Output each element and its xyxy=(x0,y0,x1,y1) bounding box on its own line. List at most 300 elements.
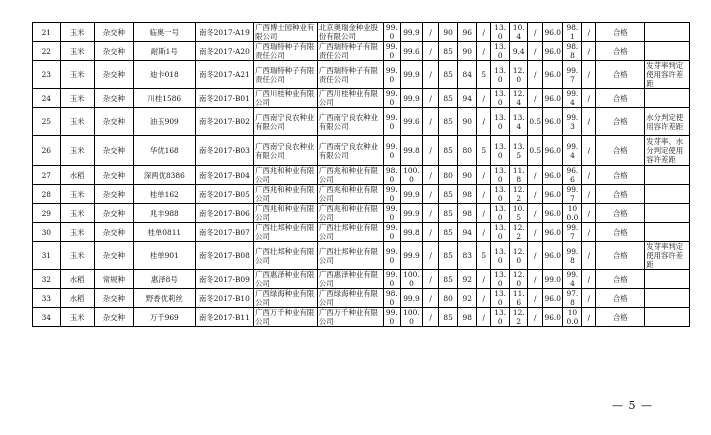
result-cell: 合格 xyxy=(596,108,645,136)
result-cell: 合格 xyxy=(596,42,645,61)
germination-standard-cell: 80 xyxy=(439,166,458,185)
row-number: 31 xyxy=(33,242,61,270)
variety-name-cell: 万千969 xyxy=(133,308,195,327)
germination-standard-cell: 85 xyxy=(439,185,458,204)
note-cell xyxy=(645,23,690,42)
moisture-tolerance-cell: / xyxy=(528,308,543,327)
row-number: 22 xyxy=(33,42,61,61)
purity-standard-cell: 99.0 xyxy=(383,23,400,42)
purity-tolerance-cell: / xyxy=(423,136,439,166)
cleanliness-value-cell: 99.4 xyxy=(563,270,582,289)
moisture-value-cell: 12.2 xyxy=(510,308,528,327)
row-number: 33 xyxy=(33,289,61,308)
sample-code-cell: 南冬2017-B07 xyxy=(195,223,253,242)
cleanliness-standard-cell: 96.0 xyxy=(543,204,563,223)
cleanliness-standard-cell: 96.0 xyxy=(543,61,563,89)
purity-value-cell: 99.9 xyxy=(400,61,422,89)
germination-tolerance-cell: / xyxy=(477,108,491,136)
producer-cell: 广西博士园种业有限公司 xyxy=(254,23,318,42)
moisture-value-cell: 12.2 xyxy=(510,223,528,242)
germination-tolerance-cell: / xyxy=(477,223,491,242)
crop-cell: 玉米 xyxy=(60,23,94,42)
moisture-value-cell: 12.0 xyxy=(510,61,528,89)
germination-tolerance-cell: / xyxy=(477,89,491,108)
result-cell: 合格 xyxy=(596,289,645,308)
result-cell: 合格 xyxy=(596,242,645,270)
cleanliness-standard-cell: 96.0 xyxy=(543,136,563,166)
variety-type-cell: 杂交种 xyxy=(94,136,133,166)
germination-value-cell: 96 xyxy=(458,23,477,42)
result-cell: 合格 xyxy=(596,166,645,185)
moisture-standard-cell: 13.0 xyxy=(491,242,510,270)
germination-value-cell: 98 xyxy=(458,204,477,223)
sample-code-cell: 南冬2017-B04 xyxy=(195,166,253,185)
inspection-table xyxy=(32,22,690,327)
moisture-standard-cell: 13.0 xyxy=(491,185,510,204)
note-cell: 水分判定使用容许差距 xyxy=(645,108,690,136)
moisture-value-cell: 12.2 xyxy=(510,185,528,204)
purity-tolerance-cell: / xyxy=(423,204,439,223)
supplier-cell: 广西壮邦种业有限公司 xyxy=(317,242,383,270)
purity-tolerance-cell: / xyxy=(423,223,439,242)
purity-tolerance-cell: / xyxy=(423,270,439,289)
germination-standard-cell: 90 xyxy=(439,23,458,42)
moisture-value-cell: 10.4 xyxy=(510,23,528,42)
table-row xyxy=(33,185,690,204)
crop-cell: 水稻 xyxy=(60,289,94,308)
table-row xyxy=(33,270,690,289)
producer-cell: 广西壮邦种业有限公司 xyxy=(254,242,318,270)
variety-type-cell: 杂交种 xyxy=(94,242,133,270)
supplier-cell: 广西瑞特种子有限责任公司 xyxy=(317,42,383,61)
producer-cell: 广西兆和种业有限公司 xyxy=(254,166,318,185)
germination-value-cell: 80 xyxy=(458,136,477,166)
purity-standard-cell: 99.0 xyxy=(383,242,400,270)
supplier-cell: 广西万千种业有限公司 xyxy=(317,308,383,327)
note-cell: 发芽率、水分判定使用容许差距 xyxy=(645,136,690,166)
purity-value-cell: 99.9 xyxy=(400,89,422,108)
supplier-cell: 广西南宁良农种业有限公司 xyxy=(317,136,383,166)
purity-value-cell: 99.9 xyxy=(400,242,422,270)
producer-cell: 广西南宁良农种业有限公司 xyxy=(254,108,318,136)
cleanliness-tolerance-cell: / xyxy=(582,136,596,166)
cleanliness-tolerance-cell: / xyxy=(582,89,596,108)
moisture-tolerance-cell: / xyxy=(528,223,543,242)
variety-name-cell: 桂单901 xyxy=(133,242,195,270)
cleanliness-standard-cell: 96.0 xyxy=(543,89,563,108)
moisture-tolerance-cell: / xyxy=(528,23,543,42)
germination-standard-cell: 85 xyxy=(439,136,458,166)
sample-code-cell: 南冬2017-B01 xyxy=(195,89,253,108)
moisture-standard-cell: 13.0 xyxy=(491,223,510,242)
cleanliness-value-cell: 100.0 xyxy=(563,204,582,223)
germination-value-cell: 90 xyxy=(458,166,477,185)
moisture-tolerance-cell: / xyxy=(528,185,543,204)
cleanliness-tolerance-cell: / xyxy=(582,223,596,242)
germination-tolerance-cell: / xyxy=(477,308,491,327)
germination-standard-cell: 85 xyxy=(439,223,458,242)
table-row xyxy=(33,242,690,270)
result-cell: 合格 xyxy=(596,308,645,327)
cleanliness-tolerance-cell: / xyxy=(582,61,596,89)
purity-tolerance-cell: / xyxy=(423,166,439,185)
germination-standard-cell: 85 xyxy=(439,242,458,270)
moisture-standard-cell: 13.0 xyxy=(491,166,510,185)
crop-cell: 玉米 xyxy=(60,61,94,89)
cleanliness-value-cell: 100.0 xyxy=(563,308,582,327)
cleanliness-value-cell: 99.7 xyxy=(563,61,582,89)
supplier-cell: 广西兆和种业有限公司 xyxy=(317,185,383,204)
germination-tolerance-cell: / xyxy=(477,42,491,61)
purity-tolerance-cell: / xyxy=(423,23,439,42)
result-cell: 合格 xyxy=(596,204,645,223)
row-number: 24 xyxy=(33,89,61,108)
variety-type-cell: 杂交种 xyxy=(94,289,133,308)
germination-value-cell: 92 xyxy=(458,289,477,308)
table-row xyxy=(33,289,690,308)
result-cell: 合格 xyxy=(596,61,645,89)
cleanliness-standard-cell: 96.0 xyxy=(543,289,563,308)
crop-cell: 玉米 xyxy=(60,242,94,270)
germination-standard-cell: 85 xyxy=(439,270,458,289)
producer-cell: 广西壮邦种业有限公司 xyxy=(254,223,318,242)
sample-code-cell: 南冬2017-A19 xyxy=(195,23,253,42)
note-cell xyxy=(645,289,690,308)
cleanliness-value-cell: 99.4 xyxy=(563,89,582,108)
sample-code-cell: 南冬2017-B10 xyxy=(195,289,253,308)
moisture-tolerance-cell: / xyxy=(528,61,543,89)
germination-value-cell: 90 xyxy=(458,42,477,61)
germination-tolerance-cell: / xyxy=(477,204,491,223)
variety-name-cell: 川桂1586 xyxy=(133,89,195,108)
moisture-value-cell: 13.5 xyxy=(510,136,528,166)
cleanliness-tolerance-cell: / xyxy=(582,204,596,223)
variety-type-cell: 杂交种 xyxy=(94,308,133,327)
producer-cell: 广西瑞特种子有限责任公司 xyxy=(254,42,318,61)
cleanliness-value-cell: 99.7 xyxy=(563,185,582,204)
cleanliness-tolerance-cell: / xyxy=(582,242,596,270)
note-cell: 发芽率判定使用容许差距 xyxy=(645,242,690,270)
variety-name-cell: 桂单0811 xyxy=(133,223,195,242)
producer-cell: 广西兆和种业有限公司 xyxy=(254,204,318,223)
producer-cell: 广西惠泽种业有限公司 xyxy=(254,270,318,289)
crop-cell: 玉米 xyxy=(60,308,94,327)
variety-name-cell: 耐斯1号 xyxy=(133,42,195,61)
table-row xyxy=(33,89,690,108)
cleanliness-value-cell: 99.8 xyxy=(563,242,582,270)
supplier-cell: 北京奥瑞金种业股份有限公司 xyxy=(317,23,383,42)
variety-type-cell: 常规种 xyxy=(94,270,133,289)
germination-tolerance-cell: / xyxy=(477,23,491,42)
note-cell xyxy=(645,89,690,108)
table-row xyxy=(33,223,690,242)
moisture-standard-cell: 13.0 xyxy=(491,61,510,89)
supplier-cell: 广西壮邦种业有限公司 xyxy=(317,223,383,242)
supplier-cell: 广西瑞特种子有限责任公司 xyxy=(317,61,383,89)
result-cell: 合格 xyxy=(596,270,645,289)
purity-tolerance-cell: / xyxy=(423,242,439,270)
sample-code-cell: 南冬2017-A21 xyxy=(195,61,253,89)
germination-standard-cell: 85 xyxy=(439,89,458,108)
cleanliness-standard-cell: 96.0 xyxy=(543,42,563,61)
variety-name-cell: 油玉909 xyxy=(133,108,195,136)
variety-type-cell: 杂交种 xyxy=(94,204,133,223)
variety-type-cell: 杂交种 xyxy=(94,89,133,108)
purity-value-cell: 99.9 xyxy=(400,204,422,223)
purity-standard-cell: 99.0 xyxy=(383,61,400,89)
moisture-standard-cell: 13.0 xyxy=(491,289,510,308)
germination-standard-cell: 85 xyxy=(439,204,458,223)
crop-cell: 玉米 xyxy=(60,204,94,223)
cleanliness-value-cell: 98.1 xyxy=(563,23,582,42)
purity-standard-cell: 99.0 xyxy=(383,108,400,136)
moisture-standard-cell: 13.0 xyxy=(491,136,510,166)
moisture-tolerance-cell: / xyxy=(528,289,543,308)
sample-code-cell: 南冬2017-A20 xyxy=(195,42,253,61)
cleanliness-standard-cell: 96.0 xyxy=(543,108,563,136)
supplier-cell: 广西惠泽种业有限公司 xyxy=(317,270,383,289)
producer-cell: 广西川桂种业有限公司 xyxy=(254,89,318,108)
cleanliness-standard-cell: 96.0 xyxy=(543,242,563,270)
purity-tolerance-cell: / xyxy=(423,108,439,136)
supplier-cell: 广西兆和种业有限公司 xyxy=(317,204,383,223)
germination-value-cell: 98 xyxy=(458,308,477,327)
supplier-cell: 广西绿海种业有限公司 xyxy=(317,289,383,308)
variety-type-cell: 杂交种 xyxy=(94,108,133,136)
row-number: 21 xyxy=(33,23,61,42)
crop-cell: 玉米 xyxy=(60,136,94,166)
cleanliness-tolerance-cell: / xyxy=(582,42,596,61)
germination-tolerance-cell: 5 xyxy=(477,136,491,166)
germination-tolerance-cell: / xyxy=(477,185,491,204)
purity-tolerance-cell: / xyxy=(423,289,439,308)
variety-name-cell: 迪卡018 xyxy=(133,61,195,89)
purity-value-cell: 100.0 xyxy=(400,270,422,289)
cleanliness-value-cell: 98.8 xyxy=(563,42,582,61)
germination-standard-cell: 80 xyxy=(439,289,458,308)
germination-tolerance-cell: / xyxy=(477,166,491,185)
purity-standard-cell: 98.0 xyxy=(383,166,400,185)
cleanliness-value-cell: 99.7 xyxy=(563,223,582,242)
moisture-value-cell: 12.0 xyxy=(510,242,528,270)
moisture-tolerance-cell: / xyxy=(528,270,543,289)
purity-standard-cell: 99.0 xyxy=(383,42,400,61)
crop-cell: 水稻 xyxy=(60,270,94,289)
purity-standard-cell: 99.0 xyxy=(383,185,400,204)
note-cell xyxy=(645,270,690,289)
note-cell xyxy=(645,308,690,327)
moisture-value-cell: 10.5 xyxy=(510,204,528,223)
purity-value-cell: 99.9 xyxy=(400,185,422,204)
sample-code-cell: 南冬2017-B08 xyxy=(195,242,253,270)
producer-cell: 广西万千种业有限公司 xyxy=(254,308,318,327)
row-number: 32 xyxy=(33,270,61,289)
supplier-cell: 广西川桂种业有限公司 xyxy=(317,89,383,108)
variety-type-cell: 杂交种 xyxy=(94,42,133,61)
row-number: 29 xyxy=(33,204,61,223)
supplier-cell: 广西南宁良农种业有限公司 xyxy=(317,108,383,136)
cleanliness-tolerance-cell: / xyxy=(582,270,596,289)
cleanliness-tolerance-cell: / xyxy=(582,289,596,308)
cleanliness-standard-cell: 96.0 xyxy=(543,308,563,327)
moisture-standard-cell: 13.0 xyxy=(491,23,510,42)
moisture-tolerance-cell: 0.5 xyxy=(528,108,543,136)
purity-standard-cell: 99.0 xyxy=(383,223,400,242)
germination-value-cell: 94 xyxy=(458,223,477,242)
table-row xyxy=(33,308,690,327)
table-row xyxy=(33,136,690,166)
germination-value-cell: 84 xyxy=(458,61,477,89)
crop-cell: 玉米 xyxy=(60,42,94,61)
crop-cell: 水稻 xyxy=(60,166,94,185)
moisture-tolerance-cell: / xyxy=(528,204,543,223)
germination-tolerance-cell: 5 xyxy=(477,61,491,89)
purity-standard-cell: 99.0 xyxy=(383,89,400,108)
note-cell xyxy=(645,185,690,204)
sample-code-cell: 南冬2017-B03 xyxy=(195,136,253,166)
variety-name-cell: 兆丰988 xyxy=(133,204,195,223)
purity-value-cell: 99.8 xyxy=(400,223,422,242)
purity-value-cell: 100.0 xyxy=(400,166,422,185)
moisture-tolerance-cell: / xyxy=(528,166,543,185)
sample-code-cell: 南冬2017-B11 xyxy=(195,308,253,327)
cleanliness-value-cell: 96.6 xyxy=(563,166,582,185)
germination-value-cell: 83 xyxy=(458,242,477,270)
purity-standard-cell: 98.0 xyxy=(383,289,400,308)
variety-type-cell: 杂交种 xyxy=(94,166,133,185)
germination-standard-cell: 85 xyxy=(439,308,458,327)
moisture-tolerance-cell: 0.5 xyxy=(528,136,543,166)
purity-value-cell: 99.9 xyxy=(400,23,422,42)
note-cell xyxy=(645,42,690,61)
variety-name-cell: 华优168 xyxy=(133,136,195,166)
variety-type-cell: 杂交种 xyxy=(94,61,133,89)
row-number: 28 xyxy=(33,185,61,204)
germination-tolerance-cell: / xyxy=(477,289,491,308)
supplier-cell: 广西兆和种业有限公司 xyxy=(317,166,383,185)
cleanliness-tolerance-cell: / xyxy=(582,23,596,42)
moisture-standard-cell: 13.0 xyxy=(491,108,510,136)
purity-value-cell: 100.0 xyxy=(400,308,422,327)
purity-tolerance-cell: / xyxy=(423,308,439,327)
cleanliness-tolerance-cell: / xyxy=(582,185,596,204)
moisture-standard-cell: 13.0 xyxy=(491,308,510,327)
purity-value-cell: 99.6 xyxy=(400,42,422,61)
cleanliness-standard-cell: 99.0 xyxy=(543,270,563,289)
note-cell: 发芽率判定使用容许差距 xyxy=(645,61,690,89)
producer-cell: 广西南宁良农种业有限公司 xyxy=(254,136,318,166)
sample-code-cell: 南冬2017-B06 xyxy=(195,204,253,223)
germination-standard-cell: 85 xyxy=(439,42,458,61)
purity-tolerance-cell: / xyxy=(423,42,439,61)
moisture-standard-cell: 13.0 xyxy=(491,89,510,108)
sample-code-cell: 南冬2017-B05 xyxy=(195,185,253,204)
purity-tolerance-cell: / xyxy=(423,185,439,204)
variety-type-cell: 杂交种 xyxy=(94,185,133,204)
result-cell: 合格 xyxy=(596,23,645,42)
moisture-tolerance-cell: / xyxy=(528,42,543,61)
row-number: 27 xyxy=(33,166,61,185)
row-number: 30 xyxy=(33,223,61,242)
variety-name-cell: 野香优莉丝 xyxy=(133,289,195,308)
germination-standard-cell: 85 xyxy=(439,61,458,89)
table-row xyxy=(33,23,690,42)
variety-name-cell: 临奥一号 xyxy=(133,23,195,42)
note-cell xyxy=(645,166,690,185)
germination-value-cell: 94 xyxy=(458,89,477,108)
moisture-standard-cell: 13.0 xyxy=(491,42,510,61)
germination-value-cell: 90 xyxy=(458,108,477,136)
producer-cell: 广西瑞特种子有限责任公司 xyxy=(254,61,318,89)
moisture-value-cell: 12.4 xyxy=(510,89,528,108)
purity-standard-cell: 99.0 xyxy=(383,136,400,166)
purity-value-cell: 99.9 xyxy=(400,289,422,308)
row-number: 25 xyxy=(33,108,61,136)
moisture-tolerance-cell: / xyxy=(528,242,543,270)
purity-value-cell: 99.8 xyxy=(400,136,422,166)
moisture-value-cell: 11.6 xyxy=(510,289,528,308)
note-cell xyxy=(645,204,690,223)
table-row xyxy=(33,166,690,185)
moisture-value-cell: 12.0 xyxy=(510,270,528,289)
purity-value-cell: 99.6 xyxy=(400,108,422,136)
result-cell: 合格 xyxy=(596,185,645,204)
cleanliness-standard-cell: 96.0 xyxy=(543,23,563,42)
germination-value-cell: 92 xyxy=(458,270,477,289)
table-row xyxy=(33,61,690,89)
result-cell: 合格 xyxy=(596,89,645,108)
page-number: — 5 — xyxy=(612,399,653,412)
sample-code-cell: 南冬2017-B09 xyxy=(195,270,253,289)
moisture-standard-cell: 13.0 xyxy=(491,270,510,289)
producer-cell: 广西兆和种业有限公司 xyxy=(254,185,318,204)
result-cell: 合格 xyxy=(596,136,645,166)
result-cell: 合格 xyxy=(596,223,645,242)
cleanliness-tolerance-cell: / xyxy=(582,108,596,136)
purity-standard-cell: 99.0 xyxy=(383,308,400,327)
purity-standard-cell: 99.0 xyxy=(383,270,400,289)
row-number: 23 xyxy=(33,61,61,89)
germination-tolerance-cell: / xyxy=(477,270,491,289)
moisture-value-cell: 13.4 xyxy=(510,108,528,136)
variety-name-cell: 桂单162 xyxy=(133,185,195,204)
cleanliness-tolerance-cell: / xyxy=(582,166,596,185)
variety-type-cell: 杂交种 xyxy=(94,23,133,42)
germination-value-cell: 98 xyxy=(458,185,477,204)
cleanliness-value-cell: 99.3 xyxy=(563,108,582,136)
crop-cell: 玉米 xyxy=(60,223,94,242)
cleanliness-value-cell: 97.8 xyxy=(563,289,582,308)
sample-code-cell: 南冬2017-B02 xyxy=(195,108,253,136)
purity-tolerance-cell: / xyxy=(423,89,439,108)
table-row xyxy=(33,108,690,136)
note-cell xyxy=(645,223,690,242)
variety-type-cell: 杂交种 xyxy=(94,223,133,242)
cleanliness-standard-cell: 96.0 xyxy=(543,166,563,185)
variety-name-cell: 深两优8386 xyxy=(133,166,195,185)
cleanliness-value-cell: 99.4 xyxy=(563,136,582,166)
germination-standard-cell: 85 xyxy=(439,108,458,136)
table-row xyxy=(33,42,690,61)
moisture-tolerance-cell: / xyxy=(528,89,543,108)
row-number: 34 xyxy=(33,308,61,327)
crop-cell: 玉米 xyxy=(60,185,94,204)
cleanliness-standard-cell: 96.0 xyxy=(543,223,563,242)
moisture-value-cell: 9.4 xyxy=(510,42,528,61)
variety-name-cell: 惠泽8号 xyxy=(133,270,195,289)
crop-cell: 玉米 xyxy=(60,89,94,108)
purity-standard-cell: 99.0 xyxy=(383,204,400,223)
